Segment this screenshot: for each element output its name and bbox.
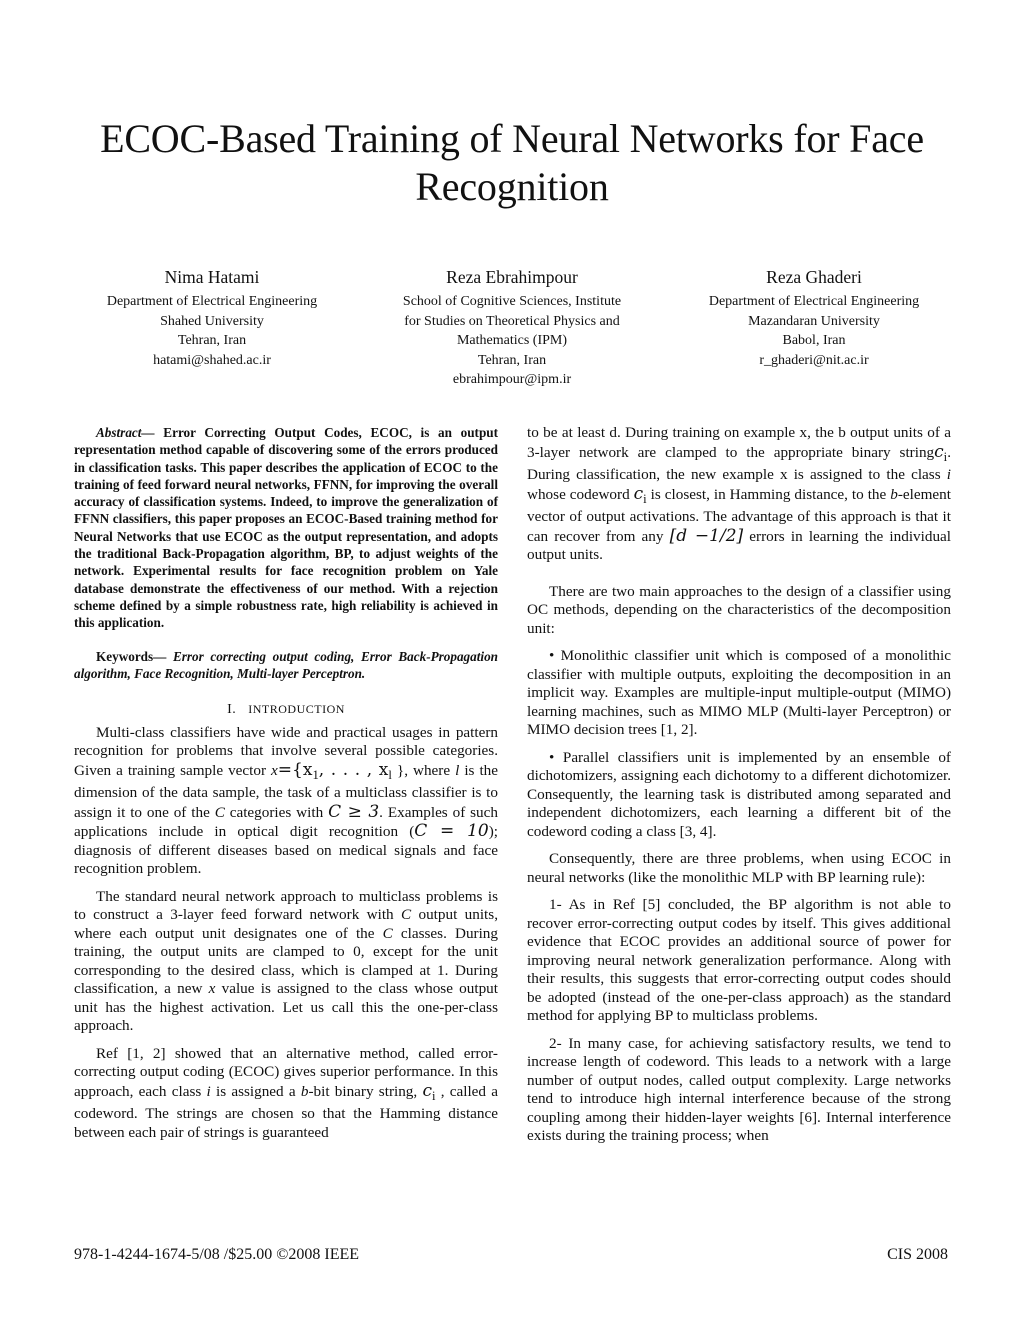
keywords-label: Keywords— bbox=[96, 648, 167, 664]
text: value is assigned to the class whose output unit has the highest activation. Let us call this the one-per-class approach. bbox=[74, 980, 498, 1035]
math-var: c bbox=[934, 441, 944, 462]
right-paragraph-1 bbox=[527, 424, 951, 565]
text: errors in learning the individual output units. bbox=[527, 527, 952, 564]
keywords bbox=[74, 648, 498, 683]
author-affiliation: Mathematics (IPM) bbox=[456, 333, 568, 348]
text: classes. During training, the output units are clamped to 0, except for the unit corresponding to the desired class, which is clamped at 1. During classification, a new bbox=[74, 924, 498, 998]
text: categories with bbox=[224, 803, 329, 821]
text: whose codeword bbox=[527, 485, 634, 503]
text: -element vector of output activations. The advantage of this approach is that it can recover from any bbox=[527, 485, 951, 545]
math-expression: C = 10 bbox=[414, 821, 489, 842]
math-var: b bbox=[300, 1082, 309, 1100]
right-paragraph-5: Consequently, there are three problems, when using ECOC in neural networks (like the monolithic MLP with BP learning rule): bbox=[527, 850, 951, 886]
author-affiliation: Department of Electrical Engineering bbox=[106, 294, 318, 309]
text: ); diagnosis of different diseases based on medical signals and face recognition problem. bbox=[74, 823, 498, 878]
abstract-text: Error Correcting Output Codes, ECOC, is an output representation method capable of discovering some of the errors produced in classification tasks. This paper describes the application of ECOC to the training of feed forward neural networks, FFNN, for improving the overall accuracy of classification systems. Indeed, to improve the generalization of FFNN classifiers, this paper proposes an ECOC-Based training method for Neural Networks that use ECOC as the output representation, and adopts the traditional Back-Propagation algorithm, BP, to adjust weights of the network. Experimental results for face recognition problem on Yale database demonstrate the effectiveness of our method. With a rejection scheme defined by a simple robustness rate, high reliability is achieved in this application. bbox=[74, 425, 498, 631]
text: Ref [1, 2] showed that an alternative method, called error-correcting output coding (ECOC) gives superior performance. In this approach, each class bbox=[74, 1044, 498, 1100]
author-location: Tehran, Iran bbox=[177, 333, 247, 348]
intro-paragraph-2 bbox=[74, 888, 498, 1036]
text: is the dimension of the data sample, the task of a multiclass classifier is to assign it to one of the bbox=[74, 761, 498, 821]
author-block-3 bbox=[688, 266, 940, 370]
author-email: r_ghaderi@nit.ac.ir bbox=[759, 352, 869, 368]
problem-1: 1- As in Ref [5] concluded, the BP algorithm is not able to recover error-correcting output codes by itself. This gives additional evidence that ECOC provides an additional source of power for improving neural network generalization performance. Along with their results, this suggests that error-correcting output codes should be adopted (instead of the one-per-class approach) as the standard method for applying BP to multiclass problems. bbox=[527, 896, 951, 1025]
author-email: ebrahimpour@ipm.ir bbox=[452, 372, 572, 387]
math-var: C bbox=[214, 803, 225, 821]
text: , called a codeword. The strings are chosen so that the Hamming distance between each pair of strings is guaranteed bbox=[74, 1082, 498, 1141]
text: The standard neural network approach to multiclass problems is to construct a 3-layer feed forward network with bbox=[74, 887, 498, 924]
author-name: Reza Ghaderi bbox=[766, 267, 862, 287]
math-sub: 1 bbox=[312, 767, 319, 782]
author-name: Reza Ebrahimpour bbox=[446, 267, 578, 287]
math-sub: i bbox=[431, 1088, 436, 1103]
text: is closest, in Hamming distance, to the bbox=[646, 485, 891, 503]
math-sub: i bbox=[943, 449, 948, 464]
text: -bit binary string, bbox=[308, 1082, 423, 1100]
section-heading bbox=[74, 700, 498, 720]
author-email: hatami@shahed.ac.ir bbox=[153, 352, 271, 368]
text: where bbox=[408, 761, 456, 779]
abstract-label: Abstract— bbox=[96, 425, 155, 440]
section-title: INTRODUCTION bbox=[248, 702, 345, 717]
footer-copyright: 978-1-4244-1674-5/08 /$25.00 ©2008 IEEE bbox=[74, 1246, 360, 1263]
math-var: i bbox=[946, 466, 951, 484]
math-set-close: }, bbox=[391, 761, 408, 779]
author-name: Nima Hatami bbox=[164, 267, 260, 287]
author-affiliation: Mazandaran University bbox=[748, 313, 880, 329]
math-var: c bbox=[422, 1080, 432, 1101]
math-var: x bbox=[271, 761, 278, 779]
author-affiliation: Department of Electrical Engineering bbox=[708, 294, 920, 309]
math-var: c bbox=[633, 483, 644, 504]
author-affiliation: Shahed University bbox=[160, 313, 264, 329]
bullet-parallel: • Parallel classifiers unit is implemented by an ensemble of dichotomizers, assigning each dichotomy to a different dichotomizer. Consequently, the learning task is distributed among separated and independent dichotomizers, each learning a different bit of the codeword coding a class [3, 4]. bbox=[527, 748, 951, 840]
text: to be at least d. During training on example x, the b output units of a 3-layer network are clamped to the appropriate binary string bbox=[527, 424, 951, 461]
author-location: Tehran, Iran bbox=[477, 352, 547, 368]
bullet-monolithic: • Monolithic classifier unit which is composed of a monolithic classifier with multiple outputs, exploiting the decomposition in an implicit way. Examples are multiple-input multiple-output (MIMO) learning machines, such as MIMO MLP (Multi-layer Perceptron) or MIMO decision trees [1, 2]. bbox=[527, 647, 951, 739]
right-paragraph-2: There are two main approaches to the design of a classifier using OC methods, depending on the characteristics of the decomposition unit: bbox=[527, 582, 951, 637]
text: . Examples of such applications include in optical digit recognition ( bbox=[74, 803, 498, 841]
math-expression: C ≥ 3 bbox=[328, 801, 380, 822]
author-affiliation: School of Cognitive Sciences, Institute bbox=[402, 294, 622, 309]
paper-title: ECOC-Based Training of Neural Networks for Face Recognition bbox=[100, 115, 924, 209]
text: is assigned a bbox=[210, 1082, 301, 1100]
math-var: C bbox=[382, 924, 393, 942]
right-column bbox=[527, 424, 951, 1146]
footer-conference: CIS 2008 bbox=[887, 1246, 948, 1263]
text: output units, where each output unit designates one of the bbox=[74, 906, 498, 942]
math-var: C bbox=[401, 906, 412, 924]
abstract bbox=[74, 424, 498, 632]
math-var: l bbox=[455, 761, 460, 779]
intro-paragraph-1 bbox=[74, 724, 498, 879]
math-sub: i bbox=[643, 491, 647, 506]
problem-2: 2- In many case, for achieving satisfactory results, we tend to increase length of codeword. This leads to a network with a large number of output nodes, called output complexity. Large networks tend to introduce high internal interference because of the strong coupling among their hidden-layer weights [6]. Internal interference exists during the training process; when bbox=[527, 1034, 951, 1145]
left-column bbox=[74, 424, 498, 1142]
author-block-1 bbox=[84, 266, 340, 370]
section-number: I. bbox=[227, 702, 237, 718]
math-expression: [d −1/2] bbox=[669, 525, 744, 546]
keywords-text: Error correcting output coding, Error Back-Propagation algorithm, Face Recognition, Multi-layer Perceptron. bbox=[74, 648, 498, 681]
intro-paragraph-3 bbox=[74, 1045, 498, 1143]
text: Multi-class classifiers have wide and practical usages in pattern recognition for problems that involve several possible categories. Given a training sample vector bbox=[74, 723, 498, 779]
author-location: Babol, Iran bbox=[782, 333, 846, 348]
math-set-open: ={x bbox=[277, 759, 313, 780]
author-block-2 bbox=[382, 266, 642, 390]
math-var: b bbox=[890, 485, 898, 503]
math-sub: l bbox=[388, 767, 392, 782]
author-affiliation: for Studies on Theoretical Physics and bbox=[404, 313, 620, 329]
math-dots: , . . . , x bbox=[318, 759, 389, 780]
text: . During classification, the new example x is assigned to the class bbox=[527, 443, 951, 484]
math-var: i bbox=[206, 1082, 211, 1100]
math-var: x bbox=[208, 980, 216, 998]
